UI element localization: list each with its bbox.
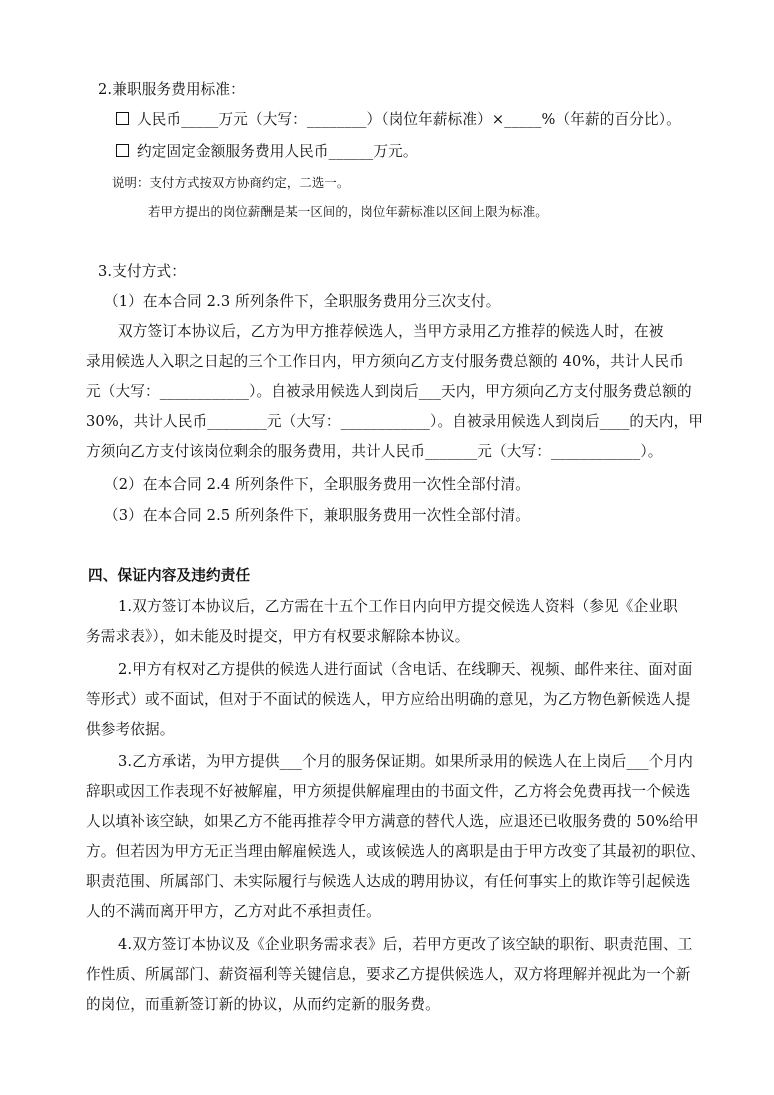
clause-line: 务需求表》），如未能及时提交，甲方有权要求解除本协议。 <box>86 628 470 645</box>
clause-line: 人的不满而离开甲方，乙方对此不承担责任。 <box>86 903 381 920</box>
fee-option-1-text: 人民币_____万元（大写：________）（岗位年薪标准）×_____%（年薪的百分比）。 <box>137 111 681 128</box>
clause-line: 1.双方签订本协议后，乙方需在十五个工作日内向甲方提交候选人资料（参见《企业职 <box>118 598 678 615</box>
clause-line: 辞职或因工作表现不好被解雇，甲方须提供解雇理由的书面文件，乙方将会免费再找一个候选 <box>86 783 691 800</box>
clause-line: 方。但若因为甲方无正当理由解雇候选人，或该候选人的离职是由于甲方改变了其最初的职位、 <box>86 843 706 860</box>
payment-paragraph-line: 30%，共计人民币________元（大写：____________）。自被录用候选人到岗后____的天内，甲 <box>86 413 704 430</box>
clause-line: 3.乙方承诺，为甲方提供___个月的服务保证期。如果所录用的候选人在上岗后___个月内 <box>118 753 693 770</box>
payment-paragraph-line: 元（大写：____________）。自被录用候选人到岗后___天内，甲方须向乙方支付服务费总额的 <box>86 383 692 400</box>
payment-item-3: （3）在本合同 2.5 所列条件下，兼职服务费用一次性全部付清。 <box>104 507 531 524</box>
clause-line: 人以填补该空缺，如果乙方不能再推荐令甲方满意的替代人选，应退还已收服务费的 50%给甲 <box>86 813 699 830</box>
payment-paragraph-line: 双方签订本协议后，乙方为甲方推荐候选人，当甲方录用乙方推荐的候选人时，在被 <box>118 323 664 340</box>
payment-paragraph-line: 方须向乙方支付该岗位剩余的服务费用，共计人民币_______元（大写：____________）。 <box>86 443 663 460</box>
section-3-title: 3.支付方式： <box>98 263 186 280</box>
clause-line: 职责范围、所属部门、未实际履行与候选人达成的聘用协议，有任何事实上的欺诈等引起候选 <box>86 873 691 890</box>
clause-line: 的岗位，而重新签订新的协议，从而约定新的服务费。 <box>86 996 440 1013</box>
clause-line: 供参考依据。 <box>86 721 175 738</box>
clause-line: 等形式）或不面试，但对于不面试的候选人，甲方应给出明确的意见，为乙方物色新候选人提 <box>86 691 691 708</box>
clause-line: 2.甲方有权对乙方提供的候选人进行面试（含电话、在线聊天、视频、邮件来往、面对面 <box>118 661 693 678</box>
clause-line: 作性质、所属部门、薪资福利等关键信息，要求乙方提供候选人，双方将理解并视此为一个新 <box>86 966 691 983</box>
clause-line: 4.双方签订本协议及《企业职务需求表》后，若甲方更改了该空缺的职衔、职责范围、工 <box>118 936 693 953</box>
checkbox-icon[interactable] <box>116 112 129 125</box>
section-2-title: 2.兼职服务费用标准： <box>98 81 245 98</box>
payment-paragraph-line: 录用候选人入职之日起的三个工作日内，甲方须向乙方支付服务费总额的 40%，共计人民币 <box>86 353 684 370</box>
checkbox-icon[interactable] <box>116 144 129 157</box>
fee-option-2-text: 约定固定金额服务费用人民币______万元。 <box>137 143 418 160</box>
payment-item-1: （1）在本合同 2.3 所列条件下，全职服务费用分三次支付。 <box>104 293 501 310</box>
section-4-heading: 四、保证内容及违约责任 <box>88 567 251 584</box>
note-line-2: 若甲方提出的岗位薪酬是某一区间的，岗位年薪标准以区间上限为标准。 <box>148 204 548 219</box>
note-line-1: 说明：支付方式按双方协商约定，二选一。 <box>112 175 350 190</box>
fee-option-2 <box>116 142 418 162</box>
fee-option-1 <box>116 110 681 130</box>
payment-item-2: （2）在本合同 2.4 所列条件下，全职服务费用一次性全部付清。 <box>104 476 531 493</box>
